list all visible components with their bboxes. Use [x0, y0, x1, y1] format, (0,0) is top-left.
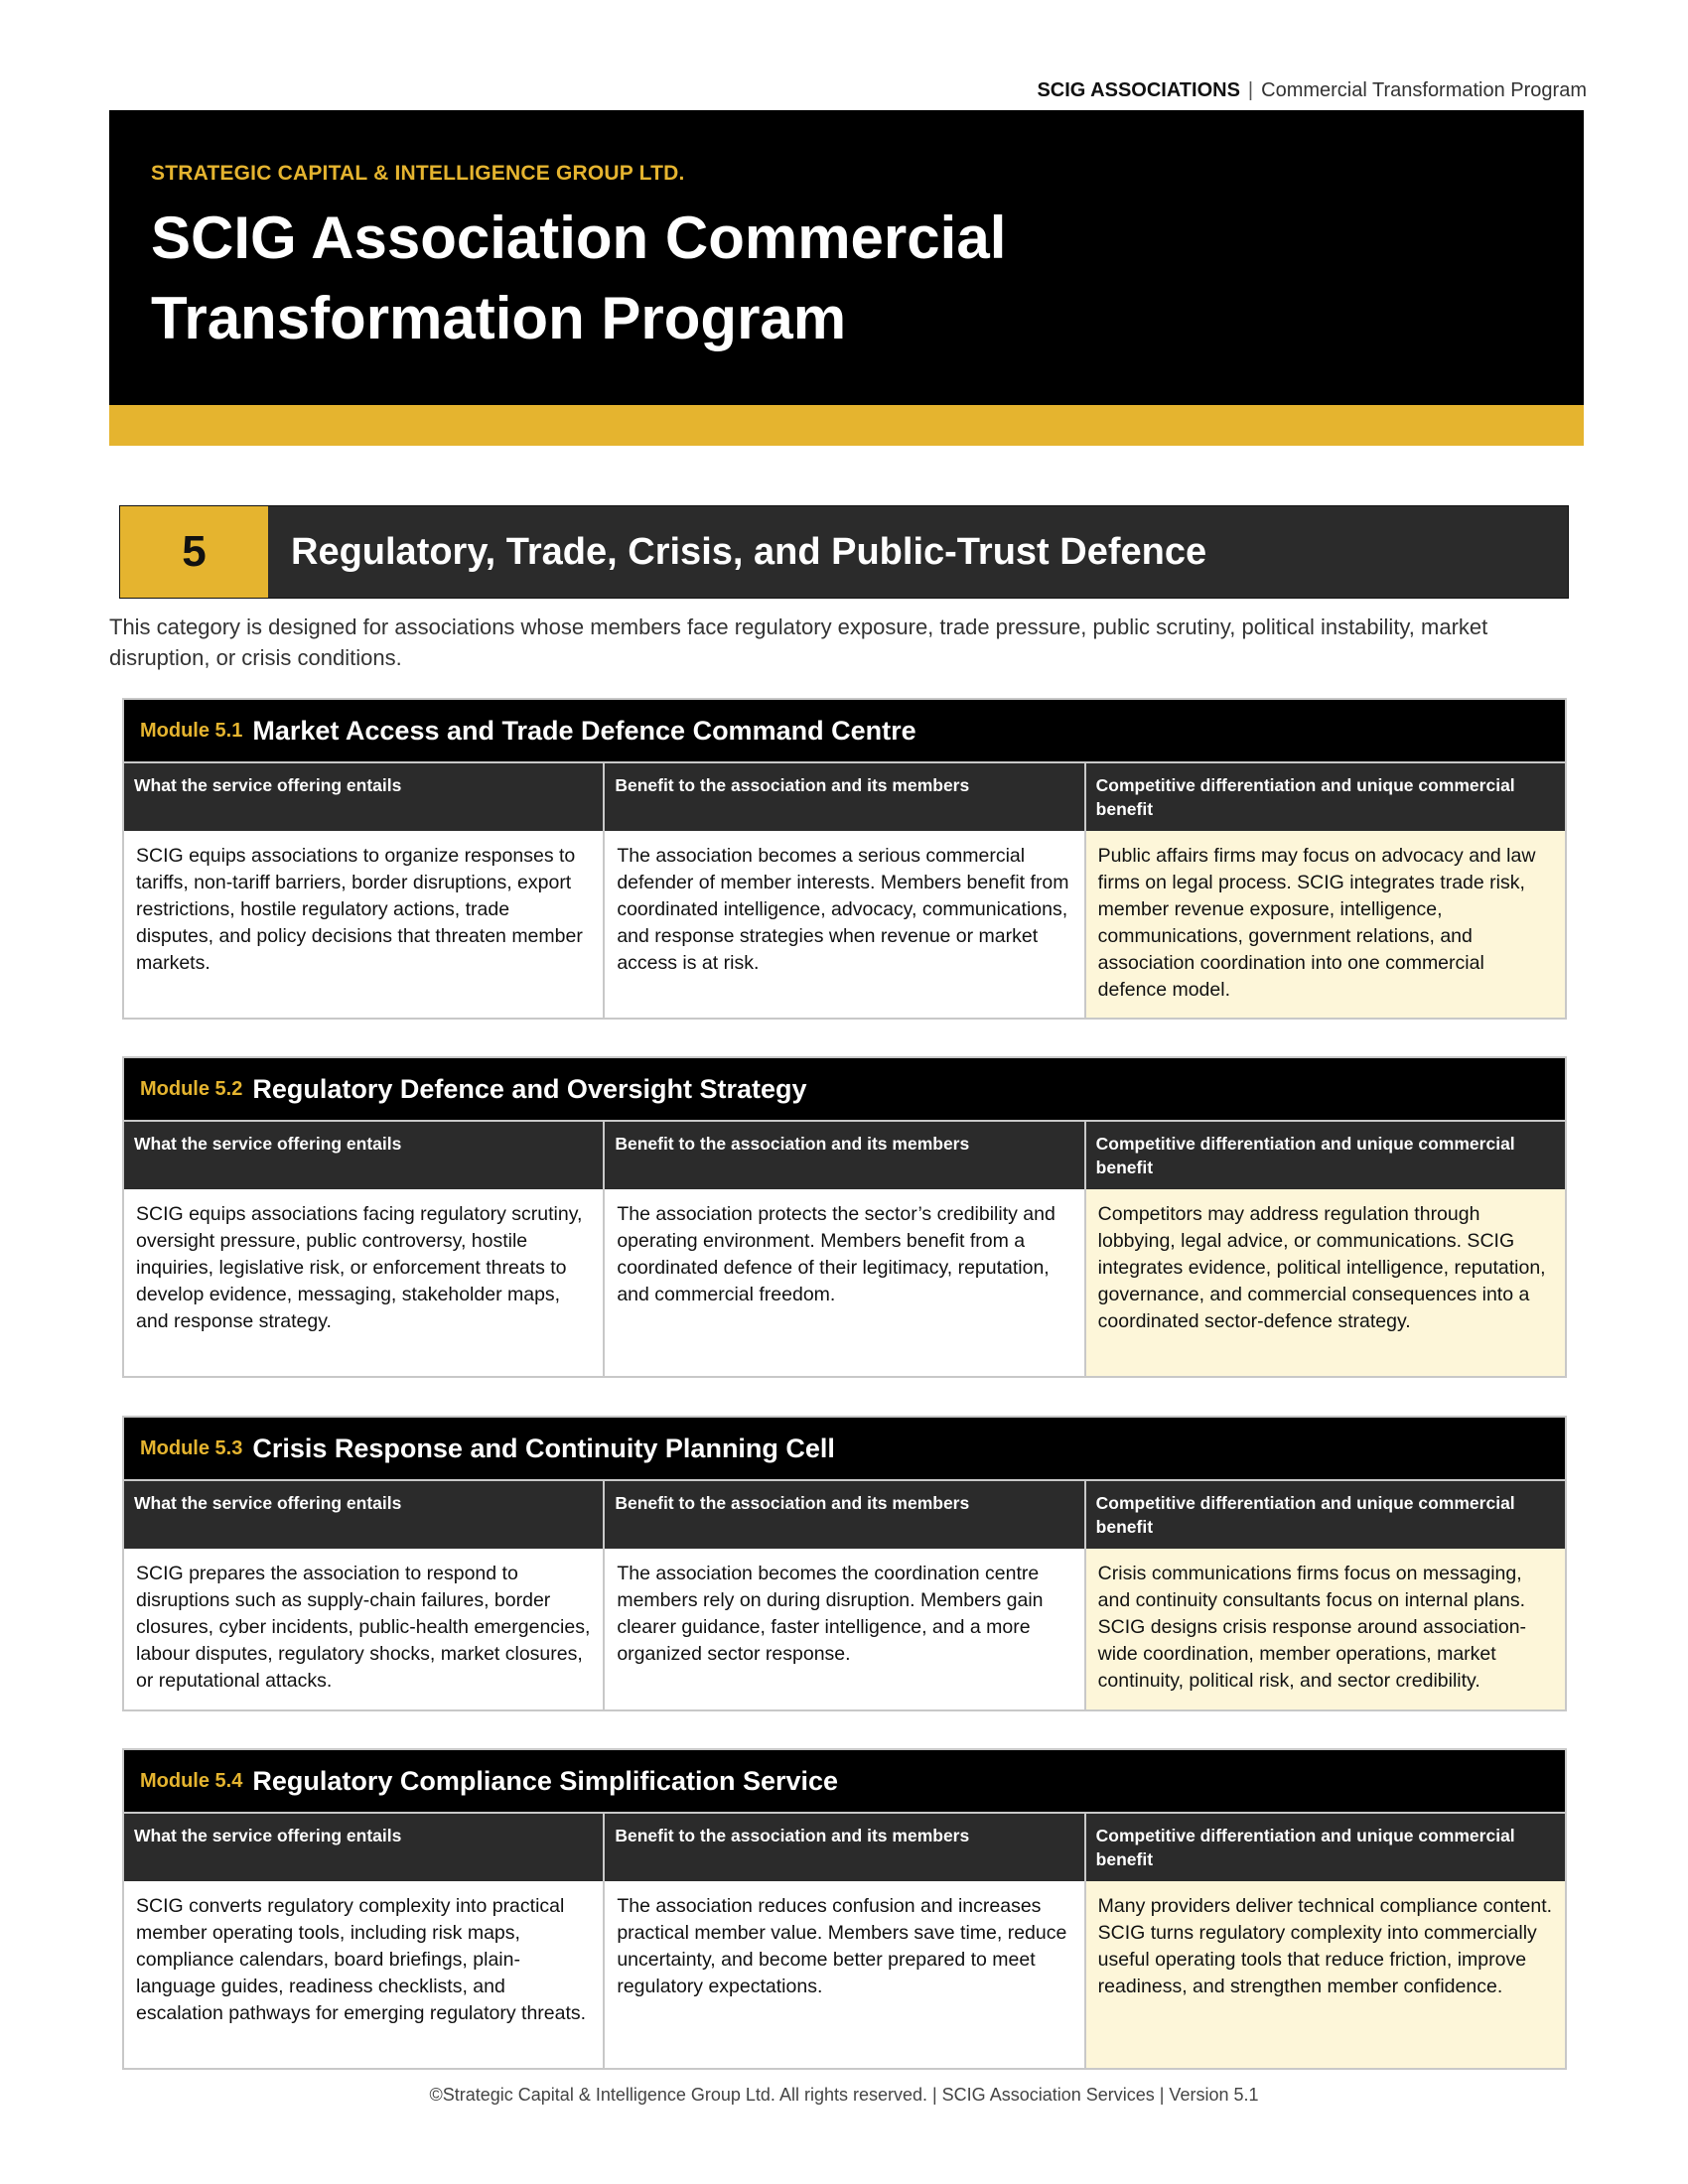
entails-cell: SCIG prepares the association to respond to disruptions such as supply-chain failures, border closures, cyber incidents, public-health emergencies, labour disputes, regulatory shocks, market closures, or reputational attacks. — [136, 1563, 591, 1692]
differentiation-cell: Competitors may address regulation through lobbying, legal advice, or communications. SCIG integrates evidence, political intelligence, reputation, governance, and commercial consequences into a coordinated sector-defence strategy. — [1086, 1189, 1565, 1376]
section-intro: This category is designed for associations whose members face regulatory exposure, trade pressure, public scrutiny, political instability, market disruption, or crisis conditions. — [109, 614, 1488, 670]
column-header-entails: What the service offering entails — [124, 1812, 603, 1881]
column-header-differentiation: Competitive differentiation and unique commercial benefit — [1086, 761, 1565, 831]
differentiation-column — [1084, 761, 1565, 1018]
entails-column — [124, 1120, 603, 1376]
column-header-benefit: Benefit to the association and its members — [605, 1812, 1083, 1881]
module-number: Module 5.3 — [140, 1436, 243, 1459]
running-header-separator: | — [1247, 79, 1254, 101]
benefit-cell: The association reduces confusion and increases practical member value. Members save time, reduce uncertainty, and become better prepared to meet regulatory expectations. — [617, 1895, 1067, 1997]
title-banner — [109, 110, 1584, 405]
module-number: Module 5.4 — [140, 1769, 243, 1792]
module-number: Module 5.1 — [140, 719, 243, 742]
module-header — [124, 1750, 1565, 1812]
section-title: Regulatory, Trade, Crisis, and Public-Trust Defence — [291, 530, 1207, 573]
module-title: Crisis Response and Continuity Planning Cell — [252, 1433, 835, 1463]
module-table — [124, 1479, 1565, 1709]
differentiation-cell: Many providers deliver technical compliance content. SCIG turns regulatory complexity into commercially useful operating tools that reduce friction, improve readiness, and strengthen member confidence. — [1086, 1881, 1565, 2068]
module-table — [124, 1120, 1565, 1376]
column-header-benefit: Benefit to the association and its members — [605, 1120, 1083, 1189]
section-number: 5 — [120, 506, 268, 598]
benefit-cell: The association becomes a serious commercial defender of member interests. Members benefit from coordinated intelligence, advocacy, communications, and response strategies when revenue or market access is at risk. — [617, 845, 1069, 974]
column-header-differentiation: Competitive differentiation and unique commercial benefit — [1086, 1479, 1565, 1549]
entails-cell: SCIG equips associations to organize responses to tariffs, non-tariff barriers, border disruptions, export restrictions, hostile regulatory actions, trade disputes, and policy decisions that threaten member markets. — [136, 845, 583, 974]
column-header-differentiation: Competitive differentiation and unique commercial benefit — [1086, 1812, 1565, 1881]
entails-column — [124, 1812, 603, 2068]
module-title: Regulatory Compliance Simplification Service — [252, 1765, 839, 1796]
benefit-cell: The association protects the sector’s credibility and operating environment. Members benefit from a coordinated defence of their legitimacy, reputation, and commercial freedom. — [617, 1203, 1055, 1305]
module-title: Regulatory Defence and Oversight Strategy — [252, 1073, 807, 1104]
module-card — [122, 1056, 1567, 1378]
entails-cell: SCIG equips associations facing regulatory scrutiny, oversight pressure, public controversy, hostile inquiries, legislative risk, or enforcement threats to develop evidence, messaging, stakeholder maps, and response strategy. — [136, 1203, 583, 1332]
entails-column — [124, 761, 603, 1018]
column-header-benefit: Benefit to the association and its members — [605, 761, 1083, 831]
document-title-line-1: SCIG Association Commercial — [151, 205, 1007, 271]
banner-accent-stripe — [109, 405, 1584, 446]
benefit-column — [603, 1120, 1083, 1376]
running-header-subtitle: Commercial Transformation Program — [1261, 79, 1587, 101]
module-table — [124, 1812, 1565, 2068]
differentiation-column — [1084, 1812, 1565, 2068]
column-header-entails: What the service offering entails — [124, 1479, 603, 1549]
module-header — [124, 1058, 1565, 1120]
document-title — [151, 198, 1243, 358]
benefit-cell: The association becomes the coordination centre members rely on during disruption. Members gain clearer guidance, faster intelligence, and a more organized sector response. — [617, 1563, 1044, 1665]
module-number: Module 5.2 — [140, 1077, 243, 1100]
module-card — [122, 1748, 1567, 2070]
column-header-differentiation: Competitive differentiation and unique commercial benefit — [1086, 1120, 1565, 1189]
differentiation-column — [1084, 1479, 1565, 1709]
entails-cell: SCIG converts regulatory complexity into practical member operating tools, including risk maps, compliance calendars, board briefings, plain-language guides, readiness checklists, and escalation pathways for emerging regulatory threats. — [136, 1895, 587, 2024]
module-card — [122, 1416, 1567, 1711]
differentiation-cell: Public affairs firms may focus on advocacy and law firms on legal process. SCIG integrates trade risk, member revenue exposure, intelligence, communications, government relations, and association coordination into one commercial defence model. — [1086, 831, 1565, 1018]
column-header-benefit: Benefit to the association and its members — [605, 1479, 1083, 1549]
section-header — [119, 505, 1569, 599]
banner-org-name: STRATEGIC CAPITAL & INTELLIGENCE GROUP LTD. — [151, 162, 685, 185]
module-header — [124, 700, 1565, 761]
entails-column — [124, 1479, 603, 1709]
column-header-entails: What the service offering entails — [124, 761, 603, 831]
differentiation-column — [1084, 1120, 1565, 1376]
benefit-column — [603, 1812, 1083, 2068]
module-table — [124, 761, 1565, 1018]
benefit-column — [603, 761, 1083, 1018]
running-header-brand: SCIG ASSOCIATIONS — [1037, 79, 1240, 101]
running-header — [1037, 79, 1587, 102]
page-footer: ©Strategic Capital & Intelligence Group Ltd. All rights reserved. | SCIG Association Services | Version 5.1 — [429, 2085, 1259, 2105]
column-header-entails: What the service offering entails — [124, 1120, 603, 1189]
differentiation-cell: Crisis communications firms focus on messaging, and continuity consultants focus on internal plans. SCIG designs crisis response around association-wide coordination, member operations, market continuity, political risk, and sector credibility. — [1086, 1549, 1565, 1709]
module-title: Market Access and Trade Defence Command Centre — [252, 715, 916, 746]
module-card — [122, 698, 1567, 1020]
benefit-column — [603, 1479, 1083, 1709]
module-header — [124, 1418, 1565, 1479]
document-title-line-2: Transformation Program — [151, 285, 847, 351]
